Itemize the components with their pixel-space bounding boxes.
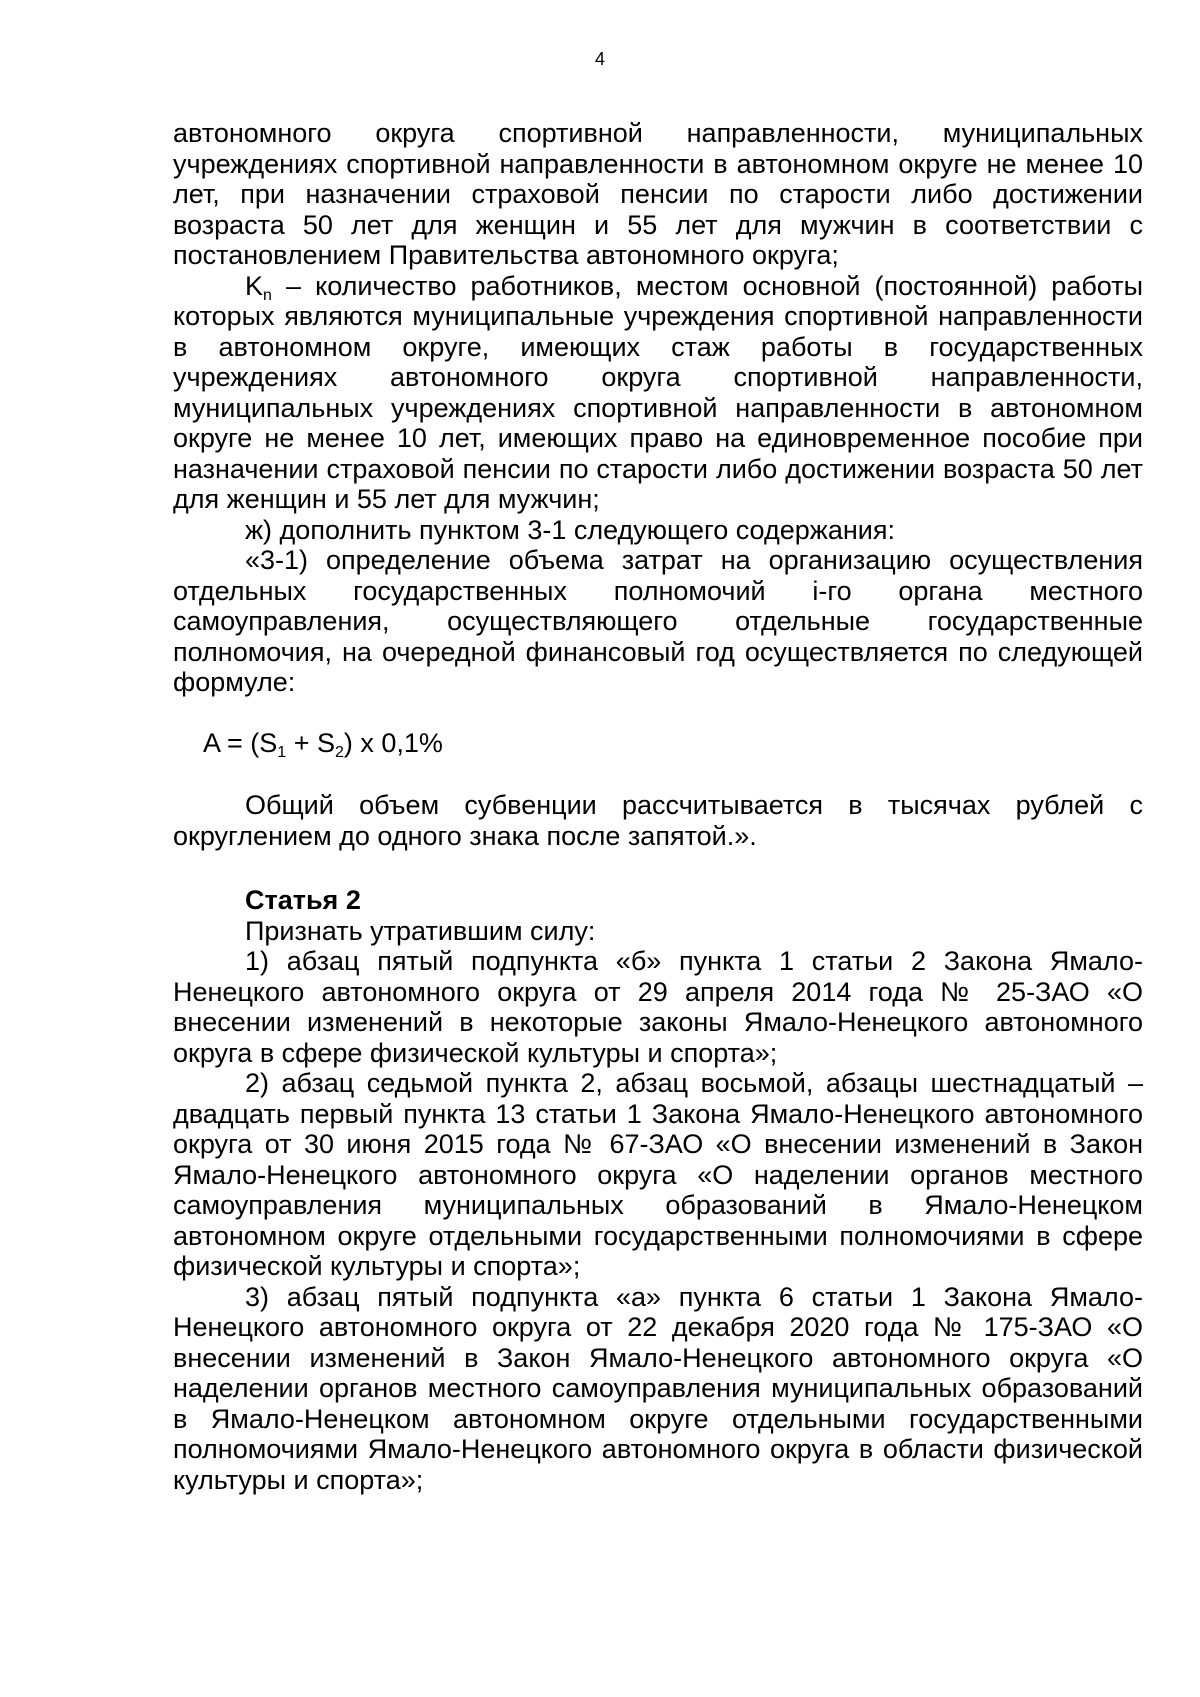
- paragraph-continuation: автономного округа спортивной направленности, муниципальных учреждениях спортивной направленности в автономном округе не менее 10 лет, при назначении страховой пенсии по старости либо достижении возраста 50 лет для женщин и 55 лет для мужчин в соответствии с постановлением Правительства автономного округа;: [173, 118, 1143, 270]
- formula-rhs: ) x 0,1%: [343, 727, 443, 758]
- formula-sub2: 2: [334, 743, 344, 761]
- document-body: [173, 118, 1143, 1495]
- paragraph-amendment-zh: ж) дополнить пунктом 3-1 следующего содержания:: [245, 514, 895, 545]
- kn-subscript: n: [263, 286, 272, 304]
- formula-sub1: 1: [277, 743, 287, 761]
- list-item-3: 3) абзац пятый подпункта «а» пункта 6 статьи 1 Закона Ямало-Ненецкого автономного округа от 22 декабря 2020 года № 175-ЗАО «О внесении изменений в Закон Ямало-Ненецкого автономного округа «О наделении органов местного самоуправления муниципальных образований в Ямало-Ненецком автономном округе отдельными государственными полномочиями Ямало-Ненецкого автономного округа в области физической культуры и спорта»;: [173, 1281, 1143, 1495]
- paragraph-kn-definition: [173, 271, 1143, 515]
- formula-mid: + S: [286, 727, 335, 758]
- kn-definition-text: – количество работников, местом основной (постоянной) работы которых являются муниципальные учреждения спортивной направленности в автономном округе, имеющих стаж работы в государственных учреждениях автономного округа спортивной направленности, муниципальных учреждениях спортивной направленности в автономном округе не менее 10 лет, имеющих право на единовременное пособие при назначении страховой пенсии по старости либо достижении возраста 50 лет для женщин и 55 лет для мужчин;: [173, 270, 1143, 514]
- kn-symbol: K: [245, 270, 264, 301]
- paragraph-point-3-1: «3-1) определение объема затрат на организацию осуществления отдельных государственных полномочий i-го органа местного самоуправления, осуществляющего отдельные государственные полномочия, на очередной финансовый год осуществляется по следующей формуле:: [173, 545, 1143, 697]
- paragraph-subvention-total: Общий объем субвенции рассчитывается в тысячах рублей с округлением до одного знака после запятой.».: [173, 790, 1143, 851]
- paragraph-repeal-intro: Признать утратившим силу:: [245, 915, 596, 946]
- list-item-1: 1) абзац пятый подпункта «б» пункта 1 статьи 2 Закона Ямало-Ненецкого автономного округа от 29 апреля 2014 года № 25-ЗАО «О внесении изменений в некоторые законы Ямало-Ненецкого автономного округа в сфере физической культуры и спорта»;: [173, 946, 1143, 1068]
- formula: [173, 728, 1143, 759]
- page-number: 4: [594, 49, 605, 69]
- list-item-2: 2) абзац седьмой пункта 2, абзац восьмой, абзацы шестнадцатый – двадцать первый пункта 13 статьи 1 Закона Ямало-Ненецкого автономного округа от 30 июня 2015 года № 67-ЗАО «О внесении изменений в Закон Ямало-Ненецкого автономного округа «О наделении органов местного самоуправления муниципальных образований в Ямало-Ненецком автономном округе отдельными государственными полномочиями в сфере физической культуры и спорта»;: [173, 1068, 1143, 1281]
- article-heading: Статья 2: [245, 885, 361, 915]
- formula-lhs: A = (S: [203, 727, 278, 758]
